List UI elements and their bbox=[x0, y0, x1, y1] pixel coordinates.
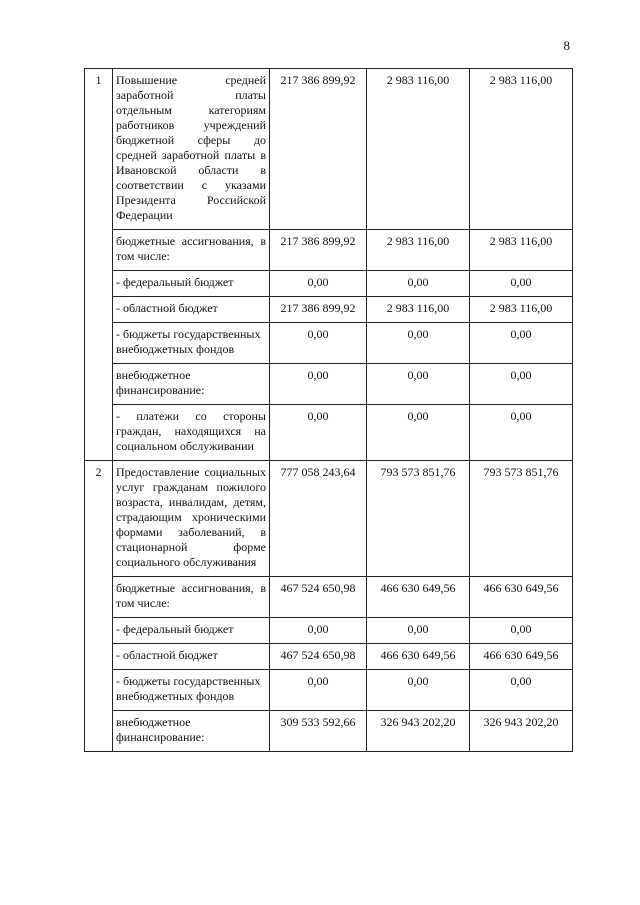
table-row bbox=[85, 297, 573, 323]
value-year-1: 217 386 899,92 bbox=[270, 69, 367, 230]
value-year-2: 0,00 bbox=[367, 405, 470, 461]
table-row bbox=[85, 230, 573, 271]
table-row bbox=[85, 323, 573, 364]
value-year-1: 0,00 bbox=[270, 364, 367, 405]
table-row bbox=[85, 69, 573, 230]
value-year-2: 2 983 116,00 bbox=[367, 230, 470, 271]
table-row bbox=[85, 461, 573, 577]
value-year-3: 0,00 bbox=[470, 271, 573, 297]
value-year-3: 2 983 116,00 bbox=[470, 69, 573, 230]
value-year-3: 0,00 bbox=[470, 670, 573, 711]
value-year-3: 466 630 649,56 bbox=[470, 577, 573, 618]
section-number: 1 bbox=[85, 69, 113, 461]
value-year-1: 0,00 bbox=[270, 271, 367, 297]
value-year-2: 0,00 bbox=[367, 271, 470, 297]
value-year-2: 466 630 649,56 bbox=[367, 577, 470, 618]
table-row bbox=[85, 670, 573, 711]
value-year-3: 0,00 bbox=[470, 323, 573, 364]
value-year-2: 0,00 bbox=[367, 670, 470, 711]
value-year-1: 217 386 899,92 bbox=[270, 297, 367, 323]
value-year-1: 0,00 bbox=[270, 670, 367, 711]
value-year-1: 309 533 592,66 bbox=[270, 711, 367, 752]
row-label: - федеральный бюджет bbox=[113, 271, 270, 297]
value-year-1: 777 058 243,64 bbox=[270, 461, 367, 577]
value-year-1: 467 524 650,98 bbox=[270, 644, 367, 670]
value-year-2: 2 983 116,00 bbox=[367, 69, 470, 230]
value-year-3: 2 983 116,00 bbox=[470, 297, 573, 323]
value-year-3: 0,00 bbox=[470, 364, 573, 405]
row-label: - федеральный бюджет bbox=[113, 618, 270, 644]
value-year-2: 0,00 bbox=[367, 618, 470, 644]
value-year-3: 793 573 851,76 bbox=[470, 461, 573, 577]
row-label: - бюджеты государственных внебюджетных фондов bbox=[113, 323, 270, 364]
table-row bbox=[85, 618, 573, 644]
value-year-3: 0,00 bbox=[470, 405, 573, 461]
value-year-1: 467 524 650,98 bbox=[270, 577, 367, 618]
row-label: внебюджетное финансирование: bbox=[113, 364, 270, 405]
row-label: - областной бюджет bbox=[113, 644, 270, 670]
value-year-3: 0,00 bbox=[470, 618, 573, 644]
row-label: Повышение средней заработной платы отдельным категориям работников учреждений бюджетной сферы до средней заработной платы в Ивановской области в соответствии с указами Президента Российской Федерации bbox=[113, 69, 270, 230]
value-year-1: 217 386 899,92 bbox=[270, 230, 367, 271]
row-label: внебюджетное финансирование: bbox=[113, 711, 270, 752]
row-label: Предоставление социальных услуг гражданам пожилого возраста, инвалидам, детям, страдающим хроническими формами заболеваний, в стационарной форме социального обслуживания bbox=[113, 461, 270, 577]
value-year-3: 326 943 202,20 bbox=[470, 711, 573, 752]
section-number: 2 bbox=[85, 461, 113, 752]
page-number: 8 bbox=[563, 38, 570, 53]
value-year-1: 0,00 bbox=[270, 405, 367, 461]
value-year-3: 2 983 116,00 bbox=[470, 230, 573, 271]
value-year-1: 0,00 bbox=[270, 618, 367, 644]
table-row bbox=[85, 364, 573, 405]
budget-table bbox=[84, 68, 573, 752]
value-year-2: 466 630 649,56 bbox=[367, 644, 470, 670]
table-row bbox=[85, 577, 573, 618]
row-label: - платежи со стороны граждан, находящихся на социальном обслуживании bbox=[113, 405, 270, 461]
value-year-3: 466 630 649,56 bbox=[470, 644, 573, 670]
value-year-2: 2 983 116,00 bbox=[367, 297, 470, 323]
value-year-2: 326 943 202,20 bbox=[367, 711, 470, 752]
table-row bbox=[85, 711, 573, 752]
value-year-2: 793 573 851,76 bbox=[367, 461, 470, 577]
table-row bbox=[85, 405, 573, 461]
row-label: - областной бюджет bbox=[113, 297, 270, 323]
value-year-2: 0,00 bbox=[367, 323, 470, 364]
value-year-2: 0,00 bbox=[367, 364, 470, 405]
row-label: бюджетные ассигнования, в том числе: bbox=[113, 230, 270, 271]
row-label: бюджетные ассигнования, в том числе: bbox=[113, 577, 270, 618]
table-row bbox=[85, 644, 573, 670]
row-label: - бюджеты государственных внебюджетных фондов bbox=[113, 670, 270, 711]
table-row bbox=[85, 271, 573, 297]
value-year-1: 0,00 bbox=[270, 323, 367, 364]
